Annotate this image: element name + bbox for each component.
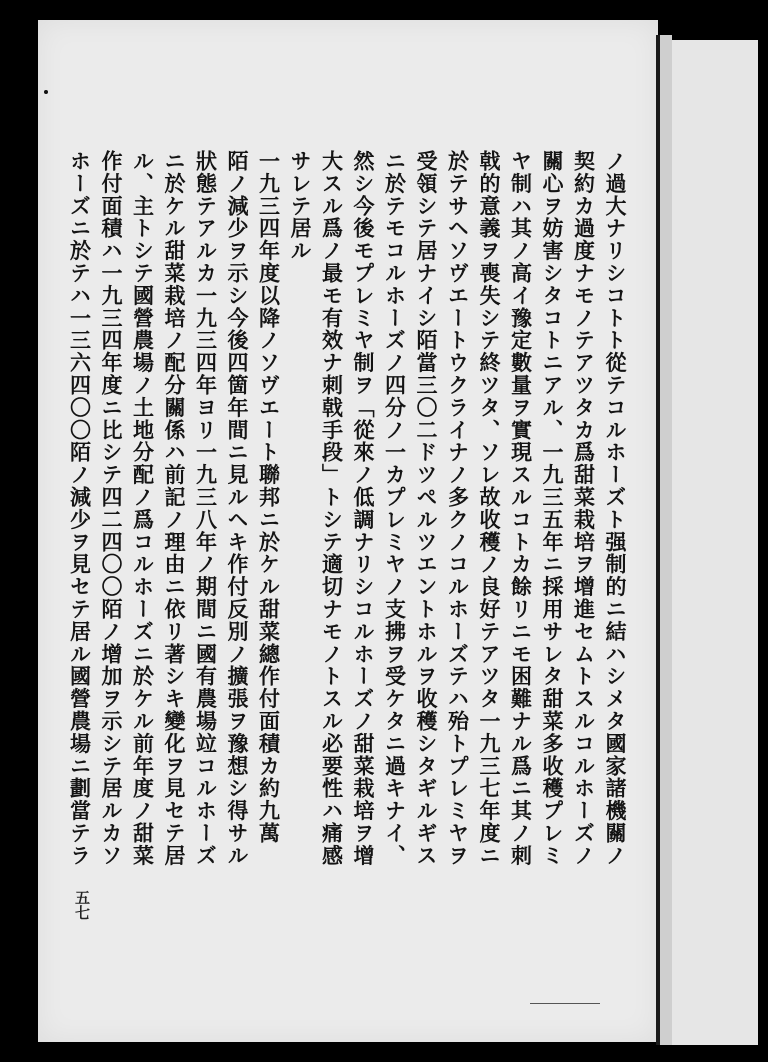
- text-column: ニ於ケル甜菜栽培ノ配分關係ハ前記ノ理由ニ依リ著シキ變化ヲ見セテ居: [162, 150, 187, 867]
- text-column: 陌ノ減少ヲ示シ今後四箇年間ニ見ルヘキ作付反別ノ擴張ヲ豫想シ得サル: [225, 150, 250, 867]
- text-column: 於テサヘソヴエートウクライナノ多クノコルホーズテハ殆トプレミヤヲ: [445, 150, 471, 867]
- text-column: 狀態テアルカ一九三四年ヨリ一九三八年ノ期間ニ國有農場竝コルホーズ: [193, 150, 219, 867]
- text-column: ノ過大ナリシコトト從テコルホーズト强制的ニ結ハシメタ國家諸機關ノ: [603, 150, 628, 867]
- text-column: サレテ居ル: [288, 150, 313, 262]
- adjacent-page: [672, 40, 758, 1045]
- text-column: 作付面積ハ一九三四年度ニ比シテ四二四〇〇陌ノ增加ヲ示シテ居ルカソ: [99, 150, 124, 867]
- text-column: 契約カ過度ナモノテアツタカ爲甜菜栽培ヲ增進セムトスルコルホーズノ: [571, 150, 597, 867]
- text-column: 然シ今後モプレミヤ制ヲ「從來ノ低調ナリシコルホーズノ甜菜栽培ヲ增: [351, 150, 376, 867]
- text-column: 一九三四年度以降ノソヴエート聯邦ニ於ケル甜菜總作付面積カ約九萬: [256, 150, 282, 845]
- text-column: 受領シテ居ナイシ陌當三〇二ドツペルツエントホルヲ收穫シタギルギス: [414, 150, 439, 867]
- text-column: 戟的意義ヲ喪失シテ終ツタ、ソレ故收穫ノ良好テアツタ一九三七年度ニ: [477, 150, 502, 867]
- scan-speck: [44, 90, 48, 94]
- text-column: 大スル爲ノ最モ有效ナ刺戟手段」トシテ適切ナモノトスル必要性ハ痛感: [319, 150, 345, 867]
- text-column: 關心ヲ妨害シタコトニアル、一九三五年ニ採用サレタ甜菜多收穫プレミ: [540, 150, 565, 867]
- footer-rule: [530, 1003, 600, 1004]
- adjacent-page-edge: [660, 35, 672, 1045]
- page-number: 五七: [73, 890, 91, 920]
- text-column: ル、主トシテ國營農場ノ土地分配ノ爲コルホーズニ於ケル前年度ノ甜菜: [130, 150, 156, 867]
- text-column: ヤ制ハ其ノ高イ豫定數量ヲ實現スルコトカ餘リニモ困難ナル爲ニ其ノ刺: [508, 150, 534, 867]
- text-column: ホーズニ於テハ一三六四〇〇陌ノ減少ヲ見セテ居ル國營農場ニ劃當テラ: [67, 150, 93, 867]
- text-column: ニ於テモコルホーズノ四分ノ一カプレミヤノ支拂ヲ受ケタニ過キナイ、: [382, 150, 408, 867]
